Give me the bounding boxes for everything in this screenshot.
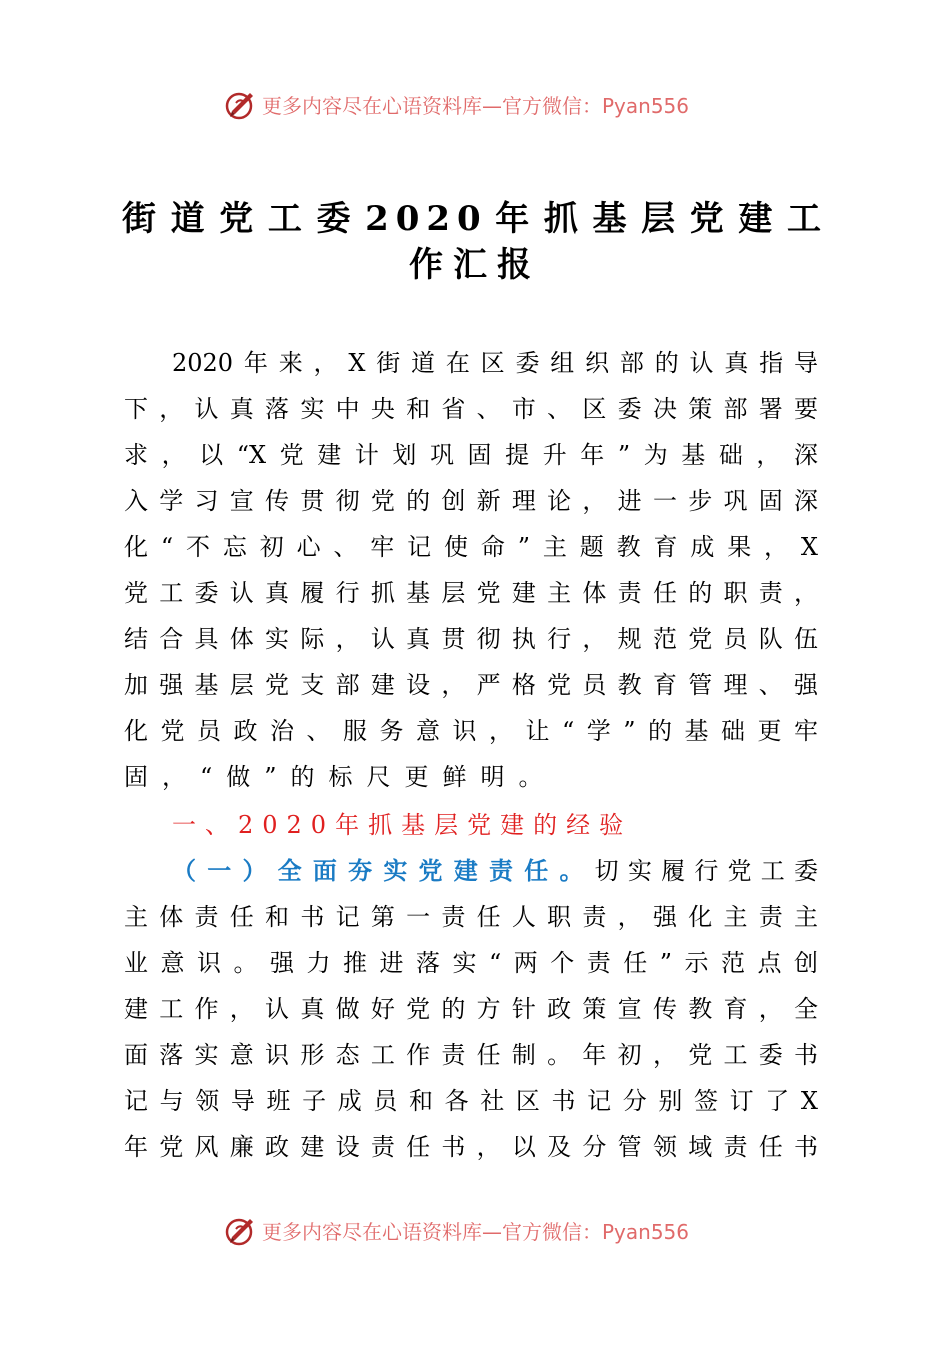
intro-line: 固，“做”的标尺更鲜明。	[124, 763, 557, 791]
intro-line: 结合具体实际，认真贯彻执行，规范党员队伍	[124, 625, 818, 653]
pen-logo-icon	[224, 87, 258, 121]
intro-line: 入学习宣传贯彻党的创新理论，进一步巩固深	[124, 487, 818, 515]
intro-line: 2020年来，X街道在区委组织部的认真指导	[172, 349, 818, 377]
watermark-bottom	[224, 1212, 689, 1248]
watermark-top	[224, 86, 689, 122]
subsection-line: 年党风廉政建设责任书，以及分管领域责任书	[124, 1133, 818, 1161]
subsection-line: 记与领导班子成员和各社区书记分别签订了X	[124, 1087, 818, 1115]
intro-line: 加强基层党支部建设，严格党员教育管理、强	[124, 671, 818, 699]
subsection-line: 主体责任和书记第一责任人职责，强化主责主	[124, 903, 818, 931]
watermark-text: 更多内容尽在心语资料库—官方微信：Pyan556	[262, 93, 690, 118]
subsection-first-line	[172, 848, 818, 894]
intro-line: 化“不忘初心、牢记使命”主题教育成果，X	[124, 533, 818, 561]
intro-line: 党工委认真履行抓基层党建主体责任的职责，	[124, 579, 818, 607]
subsection-heading: （一）全面夯实党建责任。	[172, 856, 595, 885]
subsection-line: 业意识。强力推进落实“两个责任”示范点创	[124, 949, 818, 977]
subsection-line: 建工作，认真做好党的方针政策宣传教育，全	[124, 995, 818, 1023]
intro-line: 下，认真落实中央和省、市、区委决策部署要	[124, 395, 818, 423]
pen-logo-icon	[224, 1213, 258, 1247]
subsection-line: 面落实意识形态工作责任制。年初，党工委书	[124, 1041, 818, 1069]
document-title-line-1: 街道党工委2020年抓基层党建工	[122, 199, 828, 239]
document-title-line-2: 作汇报	[409, 245, 541, 285]
watermark-text: 更多内容尽在心语资料库—官方微信：Pyan556	[262, 1219, 690, 1244]
intro-line: 求，以“X党建计划巩固提升年”为基础，深	[124, 441, 818, 469]
subsection-first-line-text: 切实履行党工委	[594, 857, 818, 885]
section-heading: 一、2020年抓基层党建的经验	[172, 811, 633, 839]
intro-line: 化党员政治、服务意识，让“学”的基础更牢	[124, 717, 818, 745]
